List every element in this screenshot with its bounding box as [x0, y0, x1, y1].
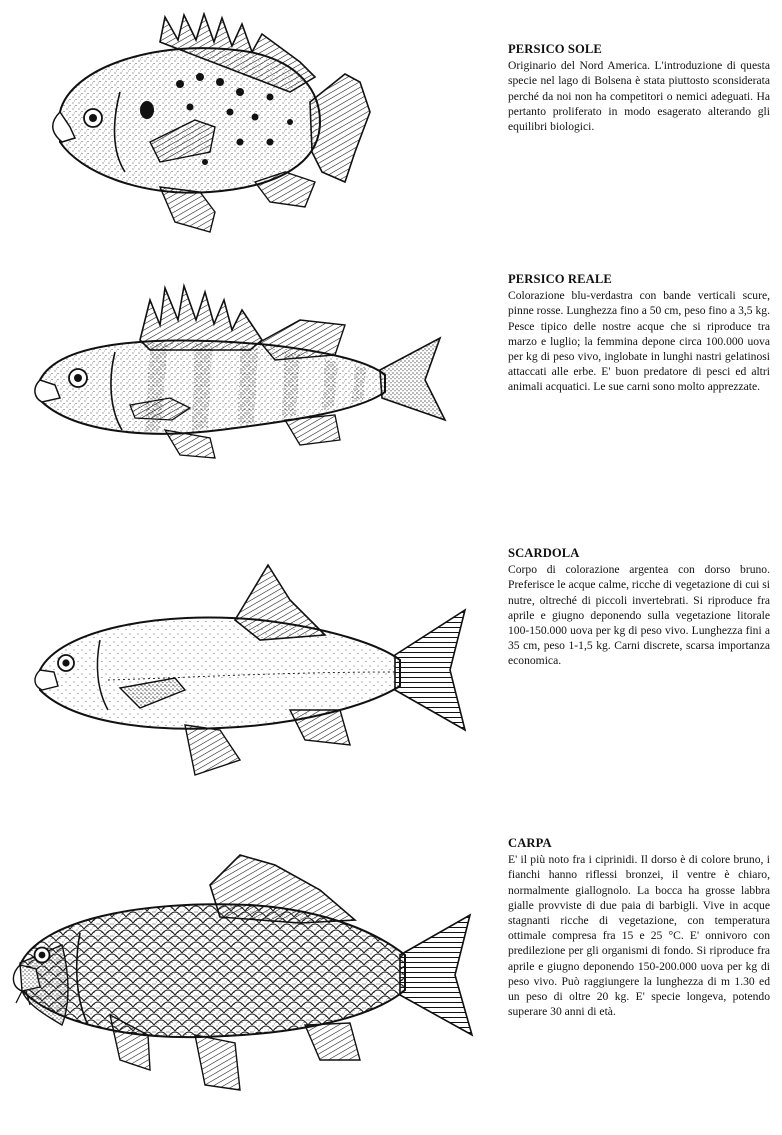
species-name: CARPA	[508, 836, 552, 850]
sunfish-illustration	[0, 12, 490, 237]
species-description: Colorazione blu-verdastra con bande verticali scure, pinne rosse. Lunghezza fino a 50 cm, peso fino a 3,5 kg. Pesce tipico delle nostre acque che si riproduce tra marzo e luglio; la femmina depone circa 100.000 uova per kg di peso vivo, inglobate in lunghi nastri gelatinosi attaccati alle erbe. E' buon predatore di pesci ed altri animali acquatici. Le sue carni sono molto apprezzate.	[508, 289, 770, 394]
species-description: E' il più noto fra i ciprinidi. Il dorso è di colore bruno, i fianchi hanno riflessi bronzei, il ventre è chiaro, normalmente giallognolo. La bocca ha grosse labbra gialle provviste di due paia di barbigli. Vive in acque stagnanti ricche di vegetazione, con temperatura ottimale compresa fra 15 e 25 °C. E' onnivoro con predilezione per gli organismi di fondo. Si riproduce fra aprile e giugno deponendo 150-200.000 uova per kg di peso vivo. Può raggiungere la lunghezza di m 1.30 ed un peso di oltre 20 kg. E' specie longeva, potendo superare 30 anni di età.	[508, 853, 770, 1019]
carp-drawing	[0, 845, 480, 1095]
carp-illustration	[0, 845, 490, 1095]
rudd-illustration	[0, 560, 490, 780]
perch-drawing	[0, 280, 460, 475]
species-entry-persico-sole	[508, 42, 770, 134]
species-entry-persico-reale	[508, 272, 770, 395]
species-entry-scardola	[508, 546, 770, 669]
perch-illustration	[0, 280, 490, 475]
sunfish-drawing	[0, 12, 420, 237]
species-entry-carpa	[508, 836, 770, 1019]
species-description: Corpo di colorazione argentea con dorso bruno. Preferisce le acque calme, ricche di vegetazione di cui si nutre, oltreché di piccoli invertebrati. Si riproduce fra aprile e giugno deponendo sulla vegetazione litorale 100-150.000 uova per kg di peso vivo. Lunghezza fini a 35 cm, peso 1-1,5 kg. Carni discrete, scarsa importanza economica.	[508, 563, 771, 668]
species-description: Originario del Nord America. L'introduzione di questa specie nel lago di Bolsena è stata piuttosto sconsiderata perché da noi non ha competitori o nemici adeguati. Ha pertanto proliferato in modo esagerato alterando gli equilibri biologici.	[508, 59, 770, 134]
rudd-drawing	[0, 560, 480, 780]
species-name: PERSICO REALE	[508, 272, 612, 286]
species-name: PERSICO SOLE	[508, 42, 602, 56]
species-name: SCARDOLA	[508, 546, 580, 560]
